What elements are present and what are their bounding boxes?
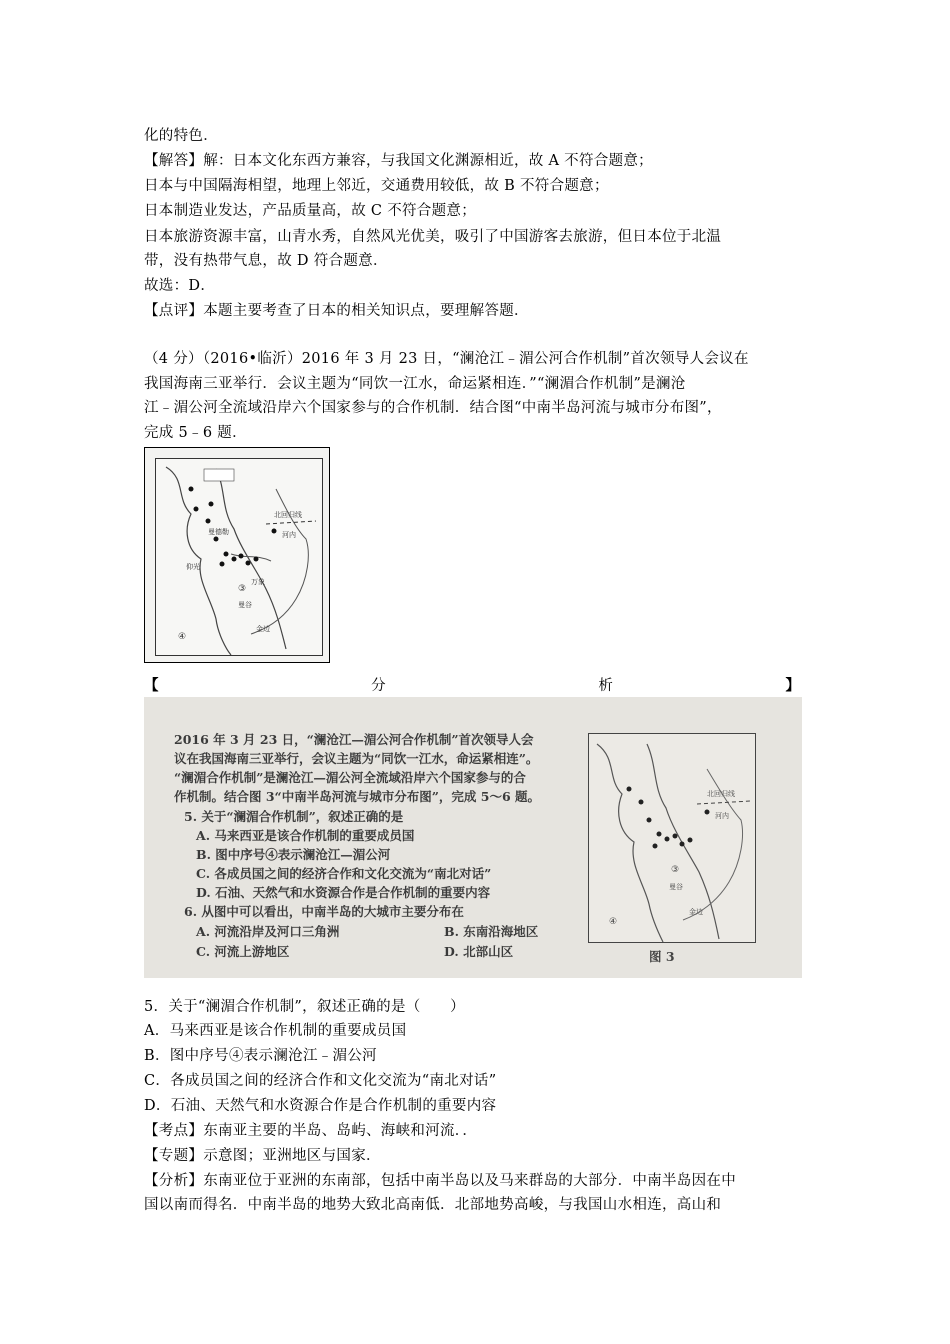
heading-char: 析 [598, 678, 613, 694]
photo-line: B. 图中序号④表示澜沧江—湄公河 [196, 847, 391, 862]
comment-line: 【点评】本题主要考查了日本的相关知识点，要理解答题． [144, 303, 529, 319]
text-line: 日本制造业发达，产品质量高，故 C 不符合题意； [144, 203, 477, 219]
photo-map-label: 金边 [689, 908, 703, 916]
photo-line: 议在我国海南三亚举行，会议主题为“同饮一江水，命运紧相连”。 [174, 751, 539, 766]
text-line: 带，没有热带气息，故 D 符合题意． [144, 253, 388, 269]
question-photo [144, 697, 802, 978]
photo-map-label: 河内 [715, 812, 729, 820]
photo-option: D. 北部山区 [444, 944, 514, 959]
map-label: 万象 [251, 578, 265, 586]
question-stem: 5．关于“澜湄合作机制”，叙述正确的是（ ） [144, 999, 465, 1015]
photo-line: A. 马来西亚是该合作机制的重要成员国 [196, 828, 415, 843]
text-line: 故选：D． [144, 278, 216, 294]
map-label: 曼谷 [238, 601, 252, 609]
map-label: 金边 [256, 625, 270, 633]
map-frame [155, 458, 323, 656]
question-intro-line: （4 分）（2016•临沂）2016 年 3 月 23 日，“澜沧江﹣湄公河合作机制”首次领导人会议在 [144, 351, 749, 367]
map-label: 北回归线 [274, 511, 302, 519]
indochina-map-figure [144, 447, 330, 663]
kaodian-line: 【考点】东南亚主要的半岛、岛屿、海峡和河流．． [144, 1123, 478, 1139]
option-d: D．石油、天然气和水资源合作是合作机制的重要内容 [144, 1098, 497, 1114]
photo-line: “澜湄合作机制”是澜沧江—湄公河全流域沿岸六个国家参与的合 [174, 770, 526, 785]
question-intro-line: 完成 5﹣6 题． [144, 425, 247, 441]
photo-caption: 图 3 [649, 949, 675, 964]
text-line: 化的特色． [144, 128, 218, 144]
map-label: ③ [238, 584, 247, 594]
heading-bracket-open: 【 [144, 677, 159, 694]
photo-line: D. 石油、天然气和水资源合作是合作机制的重要内容 [196, 885, 491, 900]
photo-map-label: ④ [609, 917, 618, 927]
photo-line: 6. 从图中可以看出，中南半岛的大城市主要分布在 [184, 904, 464, 919]
photo-map-label: 曼谷 [669, 883, 683, 891]
photo-option: B. 东南沿海地区 [444, 924, 539, 939]
text-line: 日本与中国隔海相望，地理上邻近，交通费用较低，故 B 不符合题意； [144, 178, 609, 194]
photo-river-city-map [589, 734, 755, 942]
analysis-heading [144, 674, 800, 695]
photo-option: C. 河流上游地区 [196, 944, 290, 959]
analysis-line: 国以南而得名．中南半岛的地势大致北高南低．北部地势高峻，与我国山水相连，高山和 [144, 1197, 722, 1213]
photo-option: A. 河流沿岸及河口三角洲 [196, 924, 340, 939]
heading-bracket-close: 】 [785, 677, 800, 694]
option-c: C．各成员国之间的经济合作和文化交流为“南北对话” [144, 1073, 497, 1089]
photo-map-label: ③ [671, 865, 680, 875]
map-label: 河内 [282, 531, 296, 539]
photo-line: 作机制。结合图 3“中南半岛河流与城市分布图”，完成 5～6 题。 [174, 789, 541, 804]
question-intro-line: 我国海南三亚举行．会议主题为“同饮一江水，命运紧相连．”“澜湄合作机制”是澜沧 [144, 376, 686, 392]
river-city-map [156, 459, 322, 655]
map-label: 曼德勒 [208, 528, 229, 536]
photo-line: 2016 年 3 月 23 日，“澜沧江—湄公河合作机制”首次领导人会 [174, 732, 534, 747]
photo-map-label: 北回归线 [707, 790, 735, 798]
text-line: 日本旅游资源丰富，山青水秀，自然风光优美，吸引了中国游客去旅游，但日本位于北温 [144, 229, 722, 245]
photo-map-figure [588, 733, 756, 943]
map-label: 仰光 [186, 563, 200, 571]
answer-line: 【解答】解：日本文化东西方兼容，与我国文化渊源相近，故 A 不符合题意； [144, 153, 653, 169]
heading-char: 分 [371, 678, 386, 694]
photo-line: 5. 关于“澜湄合作机制”，叙述正确的是 [184, 809, 404, 824]
analysis-line: 【分析】东南亚位于亚洲的东南部，包括中南半岛以及马来群岛的大部分．中南半岛因在中 [144, 1173, 736, 1189]
question-intro-line: 江﹣湄公河全流域沿岸六个国家参与的合作机制．结合图“中南半岛河流与城市分布图”， [144, 400, 722, 416]
photo-line: C. 各成员国之间的经济合作和文化交流为“南北对话” [196, 866, 492, 881]
map-label: ④ [178, 632, 187, 642]
option-b: B．图中序号④表示澜沧江﹣湄公河 [144, 1048, 377, 1064]
option-a: A．马来西亚是该合作机制的重要成员国 [144, 1023, 407, 1039]
zhuanti-line: 【专题】示意图；亚洲地区与国家． [144, 1148, 381, 1164]
